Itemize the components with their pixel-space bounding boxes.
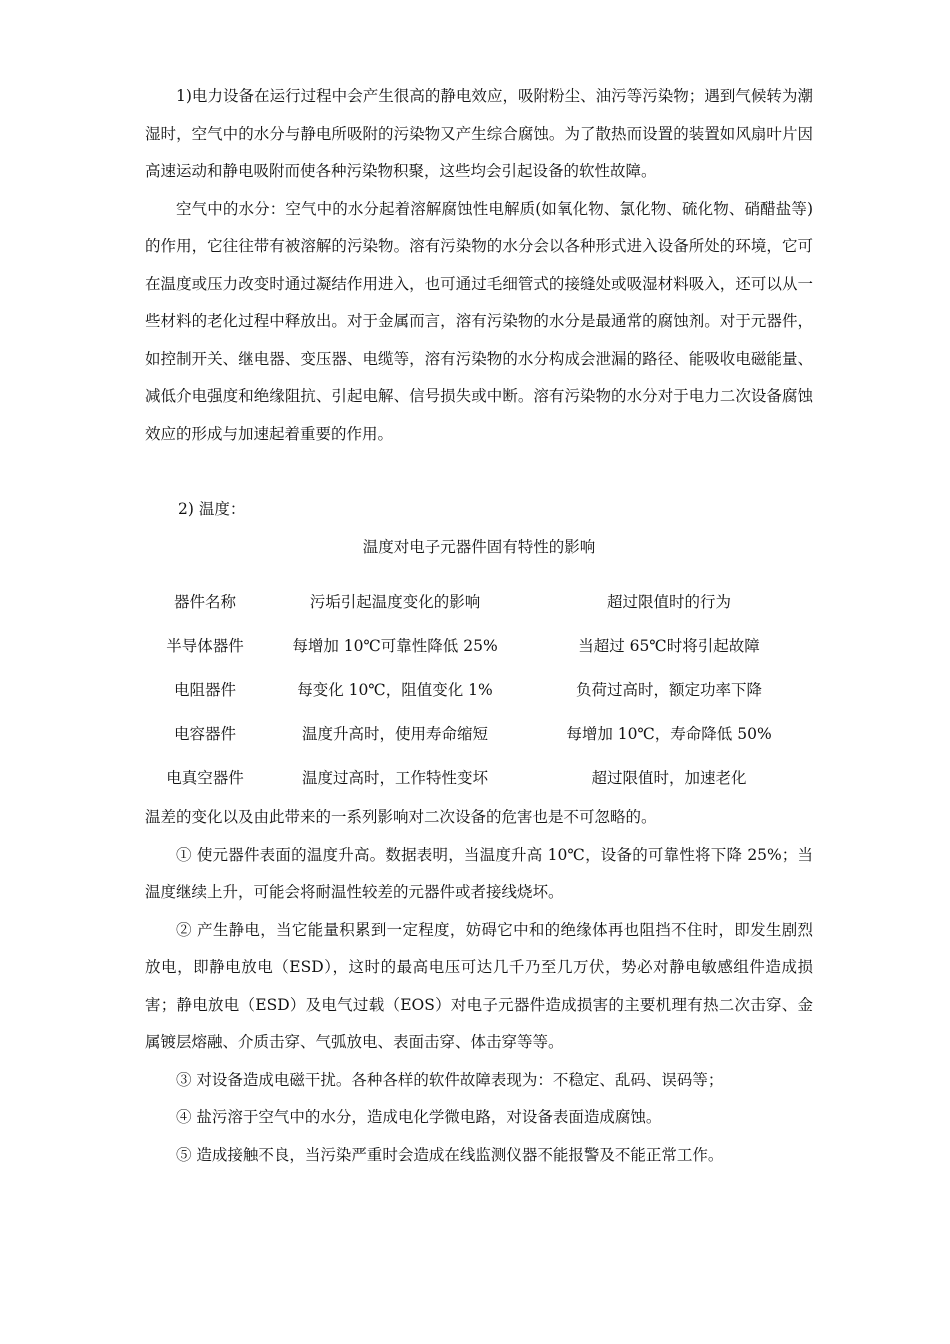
- table-cell: 温度过高时，工作特性变坏: [301, 769, 488, 787]
- table-header-cell: 器件名称: [173, 593, 236, 611]
- table-header-cell: 污垢引起温度变化的影响: [309, 593, 481, 611]
- table-cell: 电阻器件: [173, 681, 236, 699]
- table-cell: 温度升高时，使用寿命缩短: [301, 725, 488, 743]
- table-row: [145, 623, 813, 667]
- table-cell: 每增加 10℃，寿命降低 50%: [566, 725, 772, 743]
- list-item: ④ 盐污溶于空气中的水分，造成电化学微电路，对设备表面造成腐蚀。: [176, 1108, 662, 1126]
- table-row: [145, 667, 813, 711]
- paragraph-air-moisture: 空气中的水分：空气中的水分起着溶解腐蚀性电解质(如氧化物、氯化物、硫化物、硝醋盐等)的作用，它往往带有被溶解的污染物。溶有污染物的水分会以各种形式进入设备所处的环境，它可在温度或压力改变时通过凝结作用进入，也可通过毛细管式的接缝处或吸湿材料吸入，还可以从一些材料的老化过程中释放出。对于金属而言，溶有污染物的水分是最通常的腐蚀剂。对于元器件，如控制开关、继电器、变压器、电缆等，溶有污染物的水分构成会泄漏的路径、能吸收电磁能量、减低介电强度和绝缘阻抗、引起电解、信号损失或中断。溶有污染物的水分对于电力二次设备腐蚀效应的形成与加速起着重要的作用。: [145, 199, 813, 443]
- list-item: ③ 对设备造成电磁干扰。各种各样的软件故障表现为：不稳定、乱码、误码等；: [176, 1070, 724, 1089]
- table-cell: 当超过 65℃时将引起故障: [578, 637, 760, 655]
- list-item: ② 产生静电，当它能量积累到一定程度，妨碍它中和的绝缘体再也阻挡不住时，即发生剧烈放电，即静电放电（ESD），这时的最高电压可达几千乃至几万伏，势必对静电敏感组件造成损害；静电放电（ESD）及电气过载（EOS）对电子元器件造成损害的主要机理有热二次击穿、金属镀层熔融、介质击穿、气弧放电、表面击穿、体击穿等等。: [145, 920, 813, 1051]
- table-cell: 半导体器件: [166, 637, 244, 655]
- temperature-effects-table: [145, 579, 813, 799]
- list-item: ⑤ 造成接触不良，当污染严重时会造成在线监测仪器不能报警及不能正常工作。: [176, 1145, 724, 1164]
- table-cell: 超过限值时，加速老化: [591, 769, 747, 787]
- list-item: ① 使元器件表面的温度升高。数据表明，当温度升高 10℃，设备的可靠性将下降 25%；当温度继续上升，可能会将耐温性较差的元器件或者接线烧坏。: [145, 845, 813, 901]
- table-caption: 温度对电子元器件固有特性的影响: [362, 538, 596, 556]
- table-cell: 电容器件: [173, 725, 236, 743]
- document-page: [145, 78, 813, 1174]
- table-cell: 电真空器件: [166, 769, 244, 787]
- paragraph-static-electricity: 1)电力设备在运行过程中会产生很高的静电效应，吸附粉尘、油污等污染物；遇到气候转为潮湿时，空气中的水分与静电所吸附的污染物又产生综合腐蚀。为了散热而设置的装置如风扇叶片因高速运动和静电吸附而使各种污染物积聚，这些均会引起设备的软性故障。: [145, 87, 813, 180]
- table-cell: 每增加 10℃可靠性降低 25%: [292, 637, 498, 655]
- table-cell: 负荷过高时，额定功率下降: [575, 681, 762, 699]
- table-row: [145, 711, 813, 755]
- table-header-cell: 超过限值时的行为: [606, 593, 731, 611]
- section-heading-temperature: 2) 温度：: [178, 500, 246, 518]
- table-header-row: [145, 579, 813, 623]
- table-cell: 每变化 10℃，阻值变化 1%: [297, 681, 493, 699]
- table-row: [145, 755, 813, 799]
- paragraph-temperature-difference: 温差的变化以及由此带来的一系列影响对二次设备的危害也是不可忽略的。: [145, 808, 657, 826]
